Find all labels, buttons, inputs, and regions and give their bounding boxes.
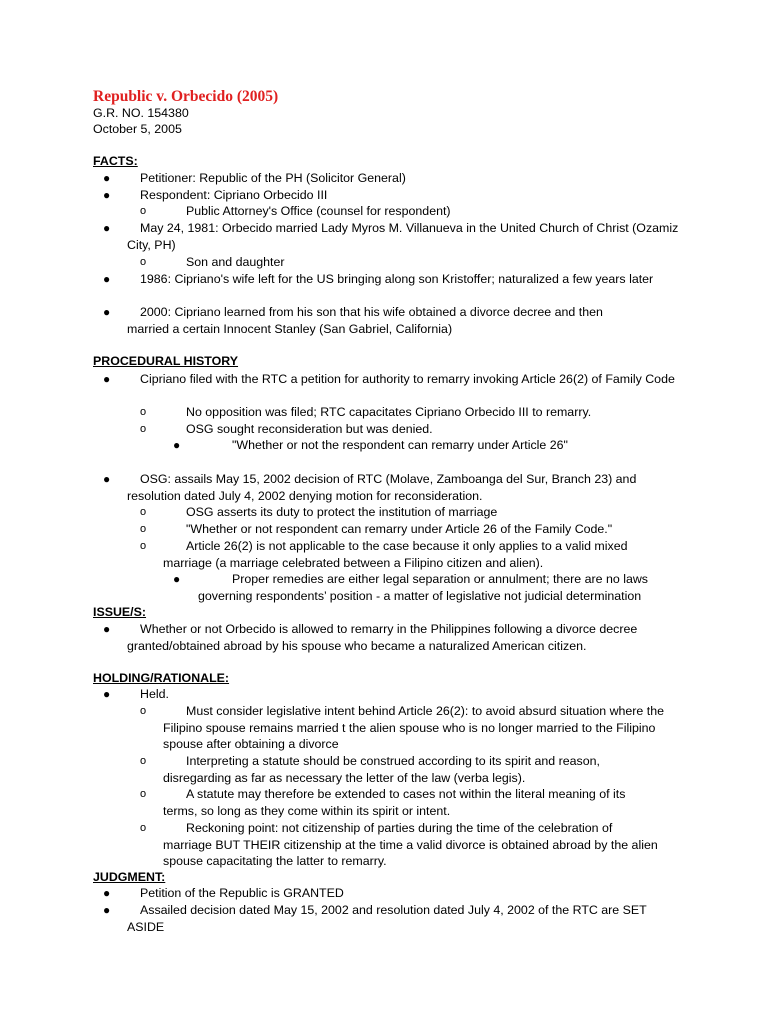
list-item: ● Held. (103, 687, 169, 701)
bullet-icon: ● (103, 687, 111, 701)
list-item: ● Petition of the Republic is GRANTED (103, 886, 344, 900)
list-item: ● May 24, 1981: Orbecido married Lady Myros M. Villanueva in the United Church of Christ (Ozamiz City, PH) (103, 221, 679, 252)
bullet-icon: ● (103, 305, 111, 319)
list-item: ● Respondent: Cipriano Orbecido III (103, 188, 328, 202)
circle-bullet-icon: o (140, 423, 147, 435)
bullet-icon: ● (173, 438, 181, 452)
procedural-history-heading: PROCEDURAL HISTORY (93, 354, 239, 368)
holding-heading: HOLDING/RATIONALE: (93, 671, 230, 685)
circle-bullet-icon: o (140, 256, 147, 268)
circle-bullet-icon: o (140, 755, 147, 767)
circle-bullet-icon: o (140, 705, 147, 717)
decision-date: October 5, 2005 (93, 122, 182, 136)
bullet-icon: ● (173, 572, 181, 586)
circle-bullet-icon: o (140, 788, 147, 800)
list-item: o Must consider legislative intent behind Article 26(2): to avoid absurd situation where the Filipino spouse remains married t the alien spouse who is no longer married to the Filipino spouse after obtaining a divorce (140, 704, 664, 752)
list-item: ● Whether or not Orbecido is allowed to remarry in the Philippines following a divorce decree granted/obtained abroad by his spouse who became a naturalized American citizen. (103, 622, 638, 653)
list-item: ● 2000: Cipriano learned from his son that his wife obtained a divorce decree and then married a certain Innocent Stanley (San Gabriel, California) (103, 305, 603, 336)
list-item: ● "Whether or not the respondent can remarry under Article 26" (173, 438, 568, 452)
list-item: ● 1986: Cipriano's wife left for the US bringing along son Kristoffer; naturalized a few years later (103, 272, 654, 286)
list-item: o Article 26(2) is not applicable to the case because it only applies to a valid mixed marriage (a marriage celebrated between a Filipino citizen and alien). (140, 539, 628, 570)
list-item: o A statute may therefore be extended to cases not within the literal meaning of its terms, so long as they come within its spirit or intent. (140, 787, 626, 818)
circle-bullet-icon: o (140, 205, 147, 217)
case-title: Republic v. Orbecido (2005) (93, 88, 279, 105)
list-item: ● Cipriano filed with the RTC a petition for authority to remarry invoking Article 26(2) of Family Code (103, 372, 675, 386)
bullet-icon: ● (103, 221, 111, 235)
list-item: ● Petitioner: Republic of the PH (Solicitor General) (103, 171, 406, 185)
facts-heading: FACTS: (93, 154, 138, 168)
circle-bullet-icon: o (140, 523, 147, 535)
gr-number: G.R. NO. 154380 (93, 106, 189, 120)
bullet-icon: ● (103, 622, 111, 636)
list-item: o Public Attorney's Office (counsel for respondent) (140, 204, 451, 218)
list-item: o Interpreting a statute should be construed according to its spirit and reason, disregarding as far as necessary the letter of the law (verba legis). (140, 754, 600, 785)
list-item: o Reckoning point: not citizenship of parties during the time of the celebration of marriage BUT THEIR citizenship at the time a valid divorce is obtained abroad by the alien spouse capacitating the latter to remarry. (140, 821, 658, 869)
bullet-icon: ● (103, 272, 111, 286)
list-item: ● Assailed decision dated May 15, 2002 and resolution dated July 4, 2002 of the RTC are SET ASIDE (103, 903, 647, 934)
circle-bullet-icon: o (140, 506, 147, 518)
circle-bullet-icon: o (140, 822, 147, 834)
circle-bullet-icon: o (140, 406, 147, 418)
bullet-icon: ● (103, 886, 111, 900)
circle-bullet-icon: o (140, 540, 147, 552)
bullet-icon: ● (103, 188, 111, 202)
issues-heading: ISSUE/S: (93, 605, 147, 619)
list-item: ● OSG: assails May 15, 2002 decision of RTC (Molave, Zamboanga del Sur, Branch 23) and resolution dated July 4, 2002 denying motion for reconsideration. (103, 472, 637, 503)
list-item: o "Whether or not respondent can remarry under Article 26 of the Family Code." (140, 522, 613, 536)
list-item: o OSG asserts its duty to protect the institution of marriage (140, 505, 498, 519)
bullet-icon: ● (103, 372, 111, 386)
list-item: o OSG sought reconsideration but was denied. (140, 422, 433, 436)
list-item: ● Proper remedies are either legal separation or annulment; there are no laws governing respondents’ position - a matter of legislative not judicial determination (173, 572, 649, 603)
judgment-heading: JUDGMENT: (93, 870, 166, 884)
bullet-icon: ● (103, 472, 111, 486)
bullet-icon: ● (103, 903, 111, 917)
list-item: o Son and daughter (140, 255, 285, 269)
bullet-icon: ● (103, 171, 111, 185)
list-item: o No opposition was filed; RTC capacitates Cipriano Orbecido III to remarry. (140, 405, 592, 419)
